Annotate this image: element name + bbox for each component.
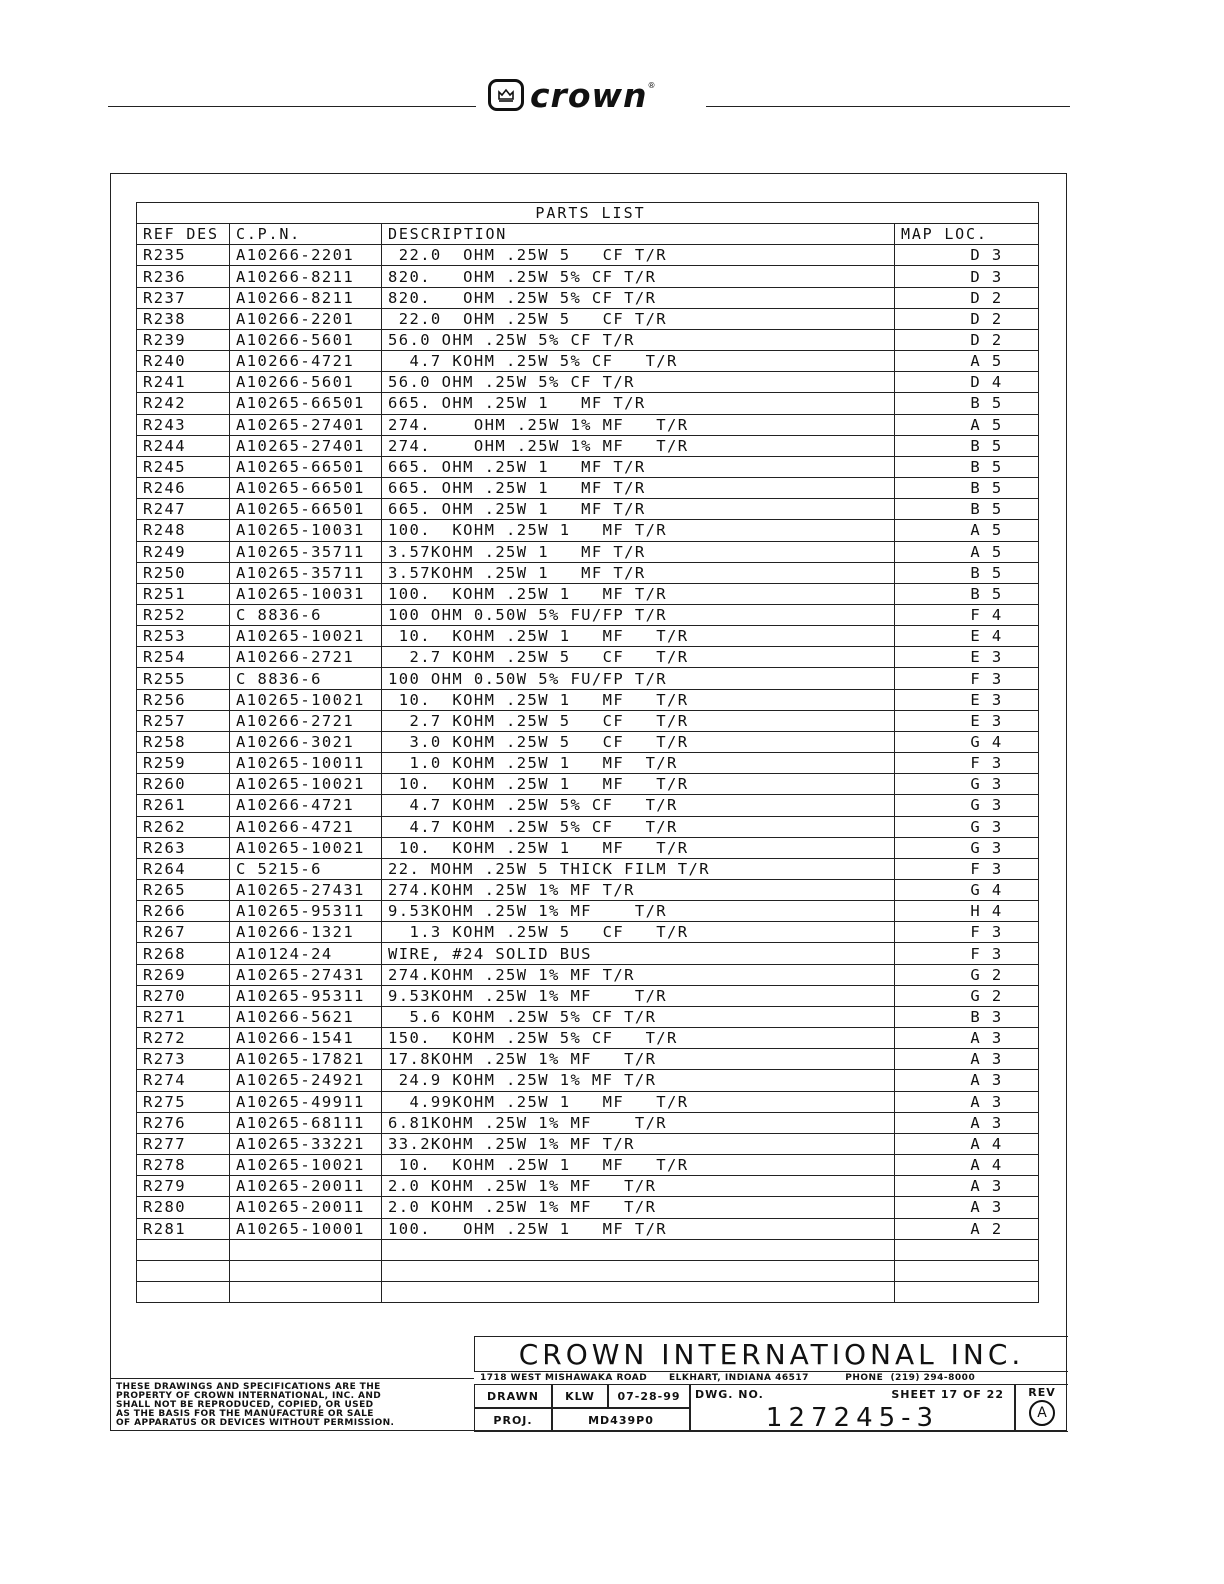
cell-map-loc: E 3: [895, 710, 1039, 731]
table-row: [137, 435, 1039, 456]
table-row: [137, 626, 1039, 647]
cell-description: 10. KOHM .25W 1 MF T/R: [382, 837, 895, 858]
cell-description: 3.57KOHM .25W 1 MF T/R: [382, 562, 895, 583]
cell-ref-des: R252: [137, 604, 230, 625]
cell-description: 9.53KOHM .25W 1% MF T/R: [382, 901, 895, 922]
table-row: [137, 753, 1039, 774]
table-row: [137, 1133, 1039, 1154]
cell-cpn: C 8836-6: [230, 668, 382, 689]
cell-cpn: A10265-10031: [230, 583, 382, 604]
drawing-number-box: [690, 1384, 1015, 1432]
cell-cpn: A10265-33221: [230, 1133, 382, 1154]
cell-map-loc: A 3: [895, 1197, 1039, 1218]
header-rule-left: [108, 106, 476, 107]
sheet-number: SHEET 17 OF 22: [891, 1388, 1004, 1401]
cell-cpn: A10266-5621: [230, 1006, 382, 1027]
cell-map-loc: A 3: [895, 1028, 1039, 1049]
cell-map-loc: B 5: [895, 562, 1039, 583]
blank-cell: [895, 1239, 1039, 1260]
table-row: [137, 520, 1039, 541]
cell-description: 2.7 KOHM .25W 5 CF T/R: [382, 647, 895, 668]
cell-description: 665. OHM .25W 1 MF T/R: [382, 456, 895, 477]
cell-map-loc: A 5: [895, 351, 1039, 372]
drawn-date: 07-28-99: [608, 1384, 690, 1408]
column-header-description: DESCRIPTION: [382, 224, 895, 245]
cell-description: 10. KOHM .25W 1 MF T/R: [382, 626, 895, 647]
cell-cpn: A10265-66501: [230, 478, 382, 499]
cell-description: 665. OHM .25W 1 MF T/R: [382, 478, 895, 499]
cell-cpn: A10265-27431: [230, 880, 382, 901]
cell-cpn: A10266-1541: [230, 1028, 382, 1049]
blank-cell: [230, 1281, 382, 1302]
table-row: [137, 774, 1039, 795]
cell-map-loc: A 4: [895, 1155, 1039, 1176]
table-row: [137, 329, 1039, 350]
cell-ref-des: R247: [137, 499, 230, 520]
cell-ref-des: R255: [137, 668, 230, 689]
cell-ref-des: R253: [137, 626, 230, 647]
cell-ref-des: R261: [137, 795, 230, 816]
cell-description: 33.2KOHM .25W 1% MF T/R: [382, 1133, 895, 1154]
cell-description: 1.3 KOHM .25W 5 CF T/R: [382, 922, 895, 943]
header-rule-right: [706, 106, 1070, 107]
cell-map-loc: F 3: [895, 753, 1039, 774]
cell-cpn: A10265-20011: [230, 1197, 382, 1218]
cell-cpn: A10265-27401: [230, 435, 382, 456]
cell-ref-des: R243: [137, 414, 230, 435]
table-row: [137, 478, 1039, 499]
cell-ref-des: R258: [137, 731, 230, 752]
table-row: [137, 964, 1039, 985]
proj-label: PROJ.: [474, 1408, 552, 1432]
table-row: [137, 858, 1039, 879]
column-header-map-loc: MAP LOC.: [895, 224, 1039, 245]
cell-cpn: A10265-66501: [230, 456, 382, 477]
cell-map-loc: F 3: [895, 668, 1039, 689]
cell-cpn: A10265-35711: [230, 541, 382, 562]
cell-ref-des: R240: [137, 351, 230, 372]
cell-ref-des: R265: [137, 880, 230, 901]
table-row: [137, 562, 1039, 583]
revision-letter: A: [1029, 1400, 1055, 1426]
cell-cpn: A10266-4721: [230, 795, 382, 816]
cell-description: 100 OHM 0.50W 5% FU/FP T/R: [382, 668, 895, 689]
cell-map-loc: F 3: [895, 922, 1039, 943]
cell-cpn: A10266-5601: [230, 329, 382, 350]
cell-ref-des: R264: [137, 858, 230, 879]
table-row: [137, 414, 1039, 435]
cell-cpn: A10265-24921: [230, 1070, 382, 1091]
cell-ref-des: R242: [137, 393, 230, 414]
logo-wordmark: crown: [530, 75, 648, 115]
table-row: [137, 1070, 1039, 1091]
cell-map-loc: E 3: [895, 689, 1039, 710]
cell-ref-des: R256: [137, 689, 230, 710]
cell-cpn: A10265-17821: [230, 1049, 382, 1070]
cell-cpn: A10265-10001: [230, 1218, 382, 1239]
cell-ref-des: R249: [137, 541, 230, 562]
notice-line: AS THE BASIS FOR THE MANUFACTURE OR SALE: [116, 1409, 374, 1419]
cell-ref-des: R276: [137, 1112, 230, 1133]
drawn-label: DRAWN: [474, 1384, 552, 1408]
cell-ref-des: R236: [137, 266, 230, 287]
cell-cpn: A10265-35711: [230, 562, 382, 583]
proj-value: MD439P0: [552, 1408, 690, 1432]
cell-cpn: A10265-66501: [230, 393, 382, 414]
cell-map-loc: G 4: [895, 731, 1039, 752]
cell-map-loc: B 5: [895, 583, 1039, 604]
cell-description: WIRE, #24 SOLID BUS: [382, 943, 895, 964]
cell-ref-des: R269: [137, 964, 230, 985]
crown-icon: [488, 79, 524, 111]
registered-mark: ®: [647, 81, 656, 90]
cell-ref-des: R271: [137, 1006, 230, 1027]
cell-map-loc: G 3: [895, 816, 1039, 837]
cell-cpn: A10266-4721: [230, 816, 382, 837]
table-row: [137, 668, 1039, 689]
cell-description: 1.0 KOHM .25W 1 MF T/R: [382, 753, 895, 774]
cell-description: 4.7 KOHM .25W 5% CF T/R: [382, 351, 895, 372]
cell-ref-des: R235: [137, 245, 230, 266]
table-row: [137, 1112, 1039, 1133]
table-row: [137, 287, 1039, 308]
cell-ref-des: R245: [137, 456, 230, 477]
blank-cell: [382, 1260, 895, 1281]
cell-map-loc: A 3: [895, 1091, 1039, 1112]
cell-ref-des: R239: [137, 329, 230, 350]
table-row: [137, 583, 1039, 604]
cell-map-loc: D 2: [895, 287, 1039, 308]
cell-map-loc: D 3: [895, 245, 1039, 266]
cell-description: 10. KOHM .25W 1 MF T/R: [382, 1155, 895, 1176]
cell-description: 3.0 KOHM .25W 5 CF T/R: [382, 731, 895, 752]
cell-description: 274. OHM .25W 1% MF T/R: [382, 414, 895, 435]
cell-description: 17.8KOHM .25W 1% MF T/R: [382, 1049, 895, 1070]
blank-cell: [137, 1239, 230, 1260]
cell-map-loc: D 4: [895, 372, 1039, 393]
cell-description: 22. MOHM .25W 5 THICK FILM T/R: [382, 858, 895, 879]
cell-description: 100 OHM 0.50W 5% FU/FP T/R: [382, 604, 895, 625]
cell-description: 3.57KOHM .25W 1 MF T/R: [382, 541, 895, 562]
cell-ref-des: R279: [137, 1176, 230, 1197]
parts-list-table: [136, 202, 1039, 1303]
table-row: [137, 710, 1039, 731]
blank-cell: [382, 1239, 895, 1260]
cell-ref-des: R266: [137, 901, 230, 922]
blank-table-row: [137, 1260, 1039, 1281]
table-row: [137, 943, 1039, 964]
cell-map-loc: A 5: [895, 414, 1039, 435]
cell-cpn: A10265-20011: [230, 1176, 382, 1197]
table-row: [137, 901, 1039, 922]
cell-cpn: A10265-95311: [230, 985, 382, 1006]
cell-description: 820. OHM .25W 5% CF T/R: [382, 266, 895, 287]
table-row: [137, 795, 1039, 816]
table-row: [137, 1155, 1039, 1176]
notice-line: OF APPARATUS OR DEVICES WITHOUT PERMISSION.: [116, 1418, 395, 1428]
table-row: [137, 541, 1039, 562]
cell-ref-des: R278: [137, 1155, 230, 1176]
drawn-by: KLW: [552, 1384, 608, 1408]
table-row: [137, 731, 1039, 752]
company-name: CROWN INTERNATIONAL INC.: [474, 1336, 1068, 1372]
cell-ref-des: R238: [137, 308, 230, 329]
table-row: [137, 245, 1039, 266]
cell-description: 150. KOHM .25W 5% CF T/R: [382, 1028, 895, 1049]
crown-logo: [488, 75, 656, 115]
blank-table-row: [137, 1281, 1039, 1302]
cell-cpn: C 8836-6: [230, 604, 382, 625]
cell-map-loc: A 2: [895, 1218, 1039, 1239]
notice-line: THESE DRAWINGS AND SPECIFICATIONS ARE THE: [116, 1382, 381, 1392]
cell-map-loc: B 5: [895, 478, 1039, 499]
cell-description: 100. KOHM .25W 1 MF T/R: [382, 583, 895, 604]
cell-map-loc: F 3: [895, 858, 1039, 879]
cell-cpn: A10265-27401: [230, 414, 382, 435]
cell-map-loc: B 5: [895, 435, 1039, 456]
rev-label: REV: [1028, 1386, 1056, 1399]
cell-description: 24.9 KOHM .25W 1% MF T/R: [382, 1070, 895, 1091]
cell-cpn: C 5215-6: [230, 858, 382, 879]
cell-description: 5.6 KOHM .25W 5% CF T/R: [382, 1006, 895, 1027]
cell-ref-des: R259: [137, 753, 230, 774]
cell-cpn: A10266-2201: [230, 245, 382, 266]
column-header-ref-des: REF DES: [137, 224, 230, 245]
cell-map-loc: A 5: [895, 520, 1039, 541]
blank-cell: [230, 1260, 382, 1281]
cell-ref-des: R275: [137, 1091, 230, 1112]
notice-line: PROPERTY OF CROWN INTERNATIONAL, INC. AND: [116, 1391, 382, 1401]
cell-map-loc: B 5: [895, 499, 1039, 520]
cell-ref-des: R268: [137, 943, 230, 964]
cell-map-loc: D 2: [895, 329, 1039, 350]
blank-cell: [895, 1260, 1039, 1281]
cell-ref-des: R267: [137, 922, 230, 943]
table-row: [137, 604, 1039, 625]
table-row: [137, 393, 1039, 414]
cell-cpn: A10266-4721: [230, 351, 382, 372]
cell-cpn: A10266-8211: [230, 287, 382, 308]
cell-ref-des: R244: [137, 435, 230, 456]
cell-ref-des: R246: [137, 478, 230, 499]
cell-map-loc: D 2: [895, 308, 1039, 329]
table-row: [137, 689, 1039, 710]
parts-list-title: PARTS LIST: [137, 203, 1039, 224]
dwg-no-label: DWG. NO.: [695, 1388, 764, 1401]
cell-description: 56.0 OHM .25W 5% CF T/R: [382, 329, 895, 350]
cell-description: 100. OHM .25W 1 MF T/R: [382, 1218, 895, 1239]
blank-cell: [895, 1281, 1039, 1302]
drawing-number: 127245-3: [765, 1403, 940, 1433]
cell-ref-des: R260: [137, 774, 230, 795]
table-row: [137, 922, 1039, 943]
cell-cpn: A10265-10021: [230, 1155, 382, 1176]
cell-description: 4.99KOHM .25W 1 MF T/R: [382, 1091, 895, 1112]
cell-cpn: A10265-10021: [230, 837, 382, 858]
cell-map-loc: A 5: [895, 541, 1039, 562]
cell-map-loc: G 2: [895, 985, 1039, 1006]
cell-description: 100. KOHM .25W 1 MF T/R: [382, 520, 895, 541]
company-address: 1718 WEST MISHAWAKA ROAD ELKHART, INDIANA 46517 PHONE (219) 294-8000: [480, 1373, 976, 1383]
cell-ref-des: R250: [137, 562, 230, 583]
cell-map-loc: F 4: [895, 604, 1039, 625]
table-row: [137, 266, 1039, 287]
cell-description: 4.7 KOHM .25W 5% CF T/R: [382, 795, 895, 816]
cell-map-loc: E 4: [895, 626, 1039, 647]
cell-ref-des: R248: [137, 520, 230, 541]
table-row: [137, 880, 1039, 901]
cell-description: 10. KOHM .25W 1 MF T/R: [382, 774, 895, 795]
cell-description: 274.KOHM .25W 1% MF T/R: [382, 880, 895, 901]
cell-description: 56.0 OHM .25W 5% CF T/R: [382, 372, 895, 393]
cell-cpn: A10266-1321: [230, 922, 382, 943]
cell-description: 22.0 OHM .25W 5 CF T/R: [382, 245, 895, 266]
cell-description: 274. OHM .25W 1% MF T/R: [382, 435, 895, 456]
notice-divider: [110, 1378, 474, 1379]
cell-map-loc: H 4: [895, 901, 1039, 922]
table-row: [137, 308, 1039, 329]
cell-map-loc: A 3: [895, 1070, 1039, 1091]
cell-cpn: A10265-10021: [230, 774, 382, 795]
table-row: [137, 1028, 1039, 1049]
table-row: [137, 351, 1039, 372]
cell-cpn: A10265-10011: [230, 753, 382, 774]
cell-description: 4.7 KOHM .25W 5% CF T/R: [382, 816, 895, 837]
cell-map-loc: A 3: [895, 1176, 1039, 1197]
cell-ref-des: R277: [137, 1133, 230, 1154]
cell-cpn: A10266-2721: [230, 710, 382, 731]
table-row: [137, 1176, 1039, 1197]
cell-description: 2.7 KOHM .25W 5 CF T/R: [382, 710, 895, 731]
cell-ref-des: R257: [137, 710, 230, 731]
cell-map-loc: B 5: [895, 393, 1039, 414]
table-row: [137, 647, 1039, 668]
cell-cpn: A10265-10021: [230, 689, 382, 710]
cell-map-loc: A 3: [895, 1112, 1039, 1133]
cell-cpn: A10266-5601: [230, 372, 382, 393]
table-row: [137, 1197, 1039, 1218]
blank-table-row: [137, 1239, 1039, 1260]
cell-map-loc: G 4: [895, 880, 1039, 901]
proprietary-notice: [116, 1383, 466, 1428]
blank-cell: [382, 1281, 895, 1302]
cell-map-loc: G 3: [895, 837, 1039, 858]
cell-map-loc: B 3: [895, 1006, 1039, 1027]
table-row: [137, 499, 1039, 520]
cell-cpn: A10266-3021: [230, 731, 382, 752]
cell-description: 820. OHM .25W 5% CF T/R: [382, 287, 895, 308]
column-header-cpn: C.P.N.: [230, 224, 382, 245]
table-row: [137, 816, 1039, 837]
cell-cpn: A10265-66501: [230, 499, 382, 520]
cell-map-loc: F 3: [895, 943, 1039, 964]
cell-cpn: A10266-8211: [230, 266, 382, 287]
cell-map-loc: D 3: [895, 266, 1039, 287]
cell-description: 6.81KOHM .25W 1% MF T/R: [382, 1112, 895, 1133]
table-row: [137, 1218, 1039, 1239]
cell-cpn: A10265-10031: [230, 520, 382, 541]
table-row: [137, 456, 1039, 477]
revision-box: [1015, 1384, 1068, 1432]
table-row: [137, 837, 1039, 858]
blank-cell: [230, 1239, 382, 1260]
cell-ref-des: R274: [137, 1070, 230, 1091]
cell-ref-des: R251: [137, 583, 230, 604]
table-row: [137, 1091, 1039, 1112]
cell-ref-des: R272: [137, 1028, 230, 1049]
cell-map-loc: E 3: [895, 647, 1039, 668]
cell-ref-des: R280: [137, 1197, 230, 1218]
cell-cpn: A10266-2721: [230, 647, 382, 668]
cell-description: 2.0 KOHM .25W 1% MF T/R: [382, 1197, 895, 1218]
blank-cell: [137, 1260, 230, 1281]
table-row: [137, 1049, 1039, 1070]
cell-cpn: A10265-49911: [230, 1091, 382, 1112]
cell-map-loc: G 3: [895, 774, 1039, 795]
cell-cpn: A10265-27431: [230, 964, 382, 985]
cell-description: 9.53KOHM .25W 1% MF T/R: [382, 985, 895, 1006]
cell-ref-des: R263: [137, 837, 230, 858]
cell-ref-des: R237: [137, 287, 230, 308]
cell-description: 274.KOHM .25W 1% MF T/R: [382, 964, 895, 985]
notice-line: SHALL NOT BE REPRODUCED, COPIED, OR USED: [116, 1400, 374, 1410]
cell-map-loc: A 4: [895, 1133, 1039, 1154]
cell-description: 665. OHM .25W 1 MF T/R: [382, 393, 895, 414]
cell-description: 2.0 KOHM .25W 1% MF T/R: [382, 1176, 895, 1197]
cell-ref-des: R262: [137, 816, 230, 837]
cell-description: 10. KOHM .25W 1 MF T/R: [382, 689, 895, 710]
table-row: [137, 372, 1039, 393]
cell-ref-des: R241: [137, 372, 230, 393]
cell-cpn: A10265-10021: [230, 626, 382, 647]
cell-cpn: A10266-2201: [230, 308, 382, 329]
cell-description: 665. OHM .25W 1 MF T/R: [382, 499, 895, 520]
cell-ref-des: R273: [137, 1049, 230, 1070]
cell-cpn: A10265-68111: [230, 1112, 382, 1133]
cell-cpn: A10124-24: [230, 943, 382, 964]
cell-map-loc: A 3: [895, 1049, 1039, 1070]
cell-map-loc: G 2: [895, 964, 1039, 985]
table-row: [137, 1006, 1039, 1027]
cell-map-loc: G 3: [895, 795, 1039, 816]
cell-description: 22.0 OHM .25W 5 CF T/R: [382, 308, 895, 329]
cell-ref-des: R281: [137, 1218, 230, 1239]
table-row: [137, 985, 1039, 1006]
cell-ref-des: R270: [137, 985, 230, 1006]
blank-cell: [137, 1281, 230, 1302]
cell-cpn: A10265-95311: [230, 901, 382, 922]
cell-map-loc: B 5: [895, 456, 1039, 477]
cell-ref-des: R254: [137, 647, 230, 668]
